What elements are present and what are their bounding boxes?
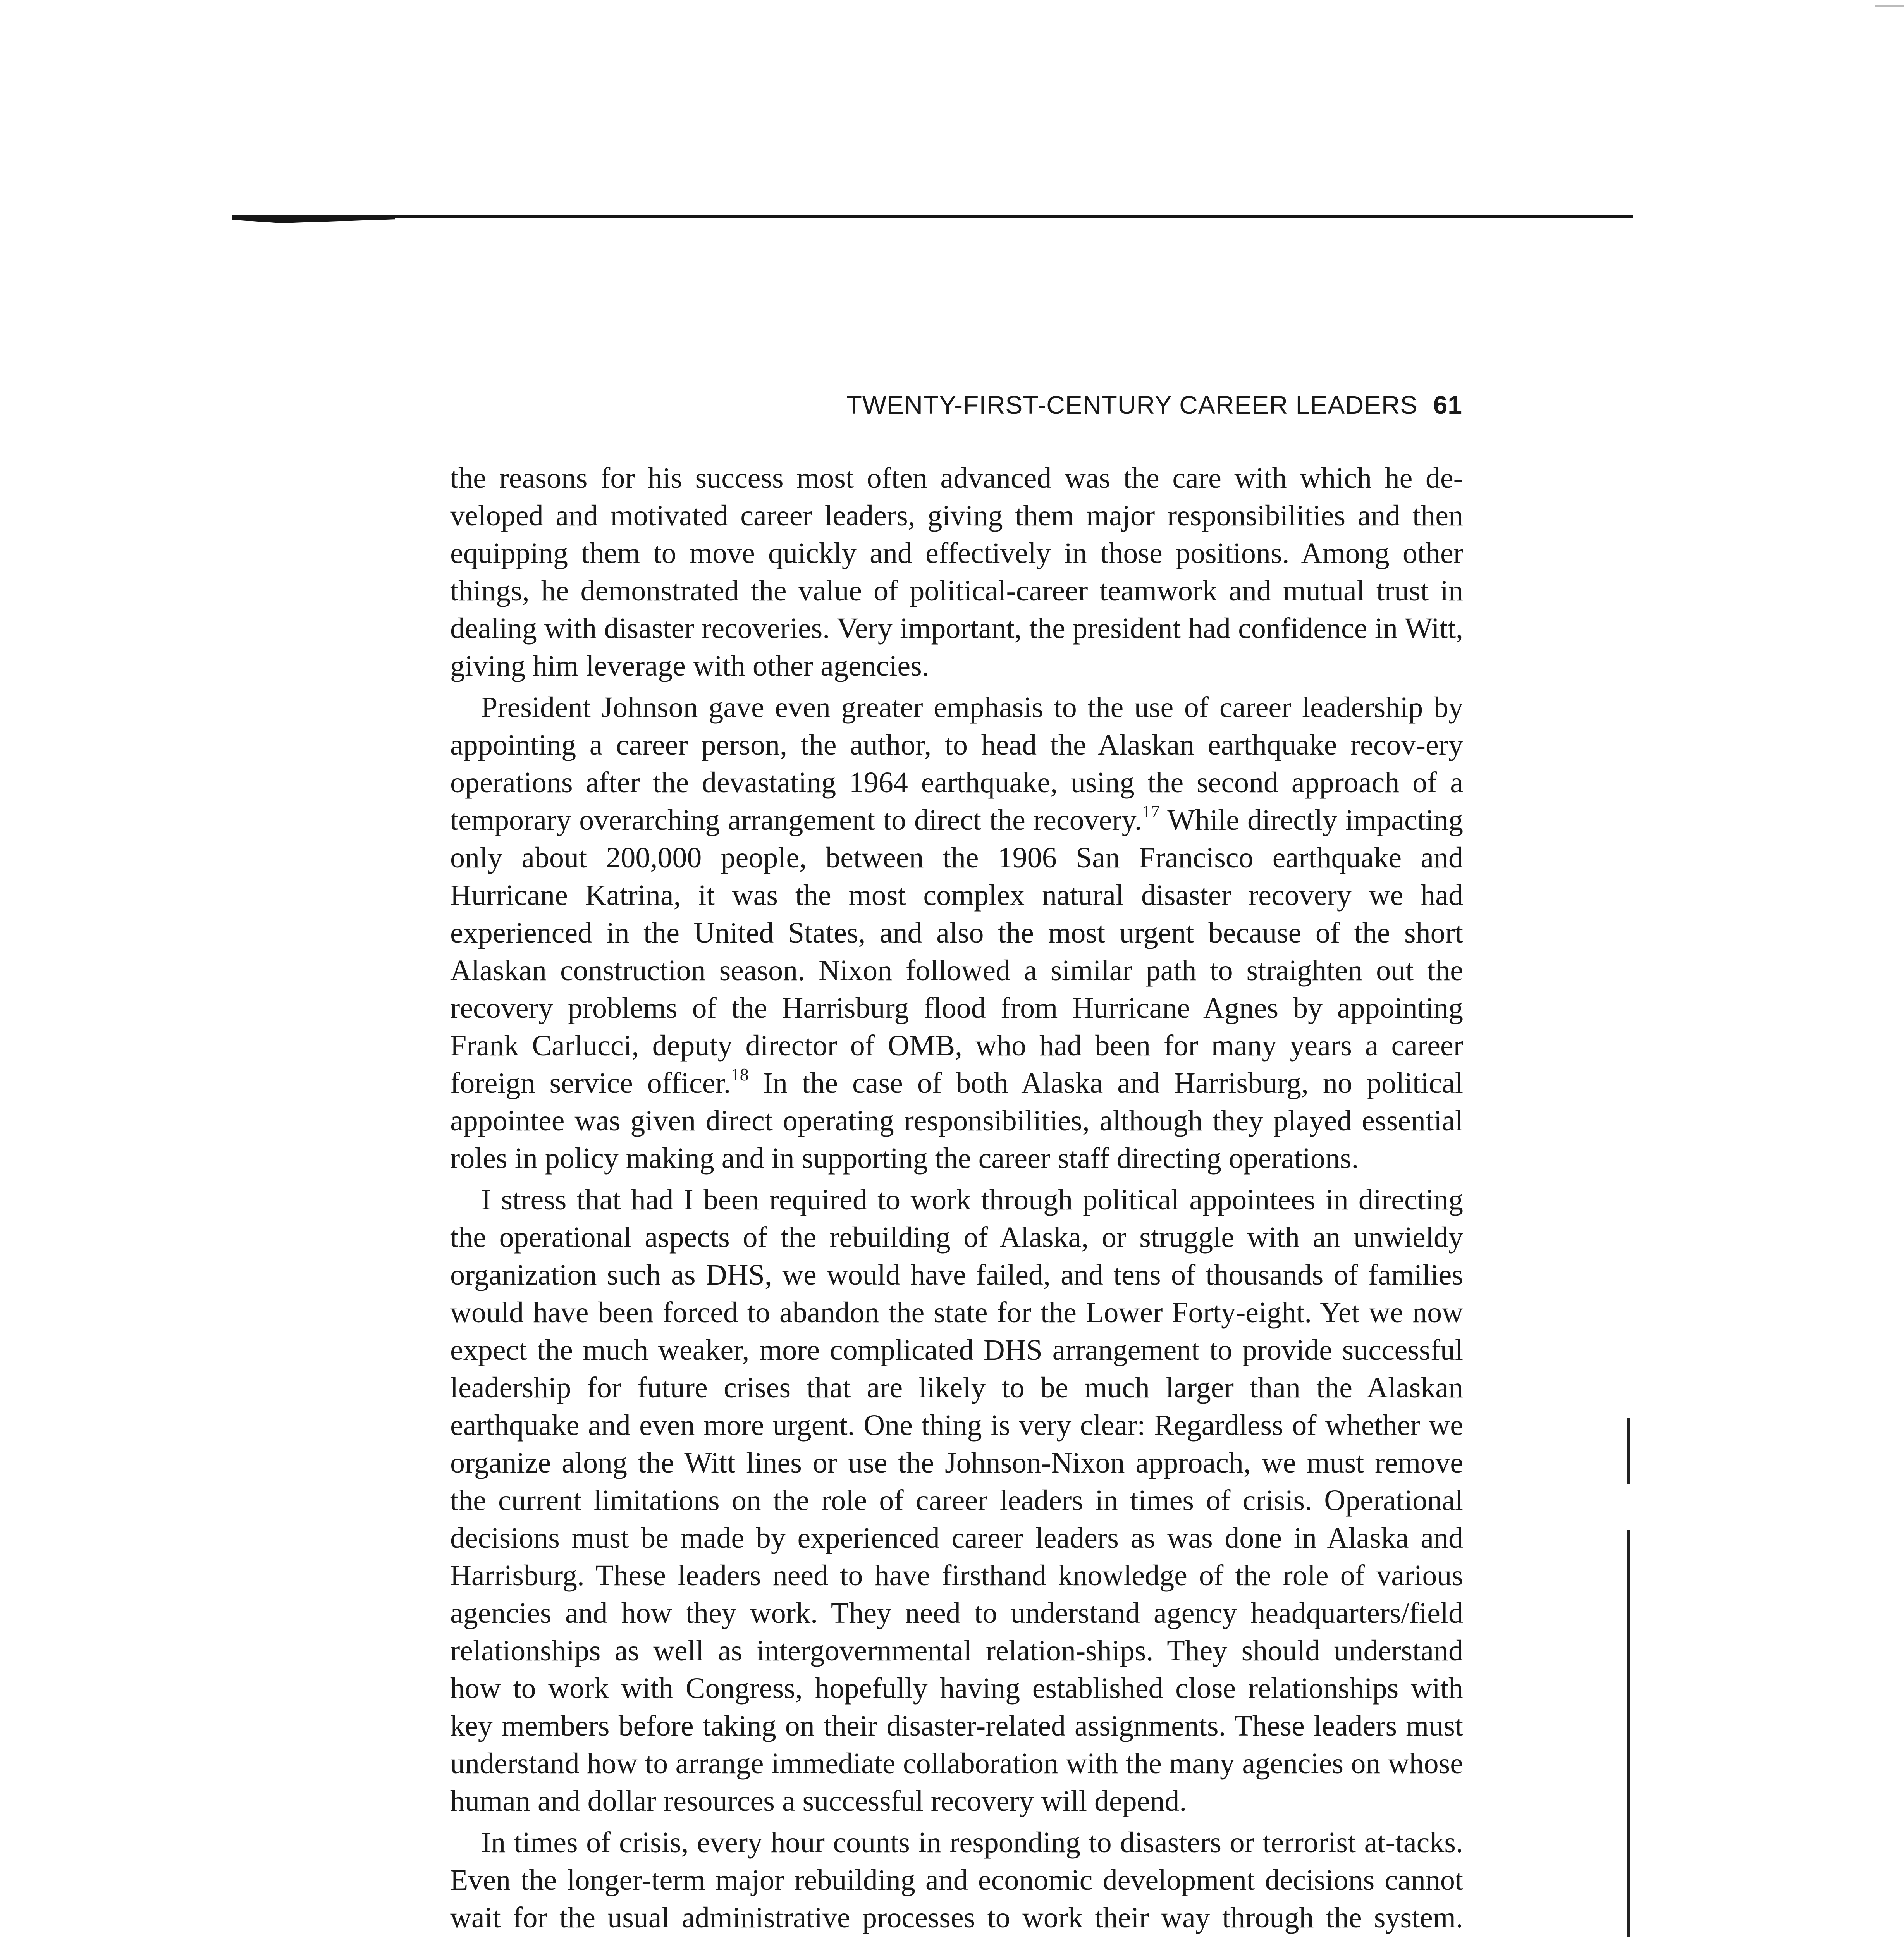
- paragraph-text: I stress that had I been required to work through political appointees in directing the operational aspects of the rebuilding of Alaska, or struggle with an unwieldy organization such as DHS, we would have failed, and tens of thousands of families would have been forced to abandon the state for the Lower Forty-eight. Yet we now expect the much weaker, more complicated DHS arrangement to provide successful leadership for future crises that are likely to be much larger than the Alaskan earthquake and even more urgent. One thing is very clear: Regardless of whether we organize along the Witt lines or use the Johnson-Nixon approach, we must remove the current limitations on the role of career leaders in times of crisis. Operational decisions must be made by experienced career leaders as was done in Alaska and Harrisburg. These leaders need to have firsthand knowledge of the role of various agencies and how they work. They need to understand agency headquarters/field relationships as well as intergovernmental relation-ships. They should understand how to work with Congress, hopefully having established close relationships with key members before taking on their disaster-related assignments. These leaders must understand how to arrange immediate collaboration with the many agencies on whose human and dollar resources a successful recovery will depend.: [450, 1184, 1463, 1817]
- body-paragraph: [450, 1181, 1463, 1820]
- scan-edge-mark: [1627, 1418, 1630, 1484]
- body-paragraph: [450, 1824, 1463, 1937]
- paragraph-text: President Johnson gave even greater emphasis to the use of career leadership by appointing a career person, the author, to head the Alaskan earthquake recov-ery operations after the devastating 1964 earthquake, using the second approach of a temporary overarching arrangement to direct the recovery.: [450, 691, 1463, 836]
- page-number: 61: [1433, 390, 1462, 419]
- body-paragraph: [450, 689, 1463, 1177]
- paragraph-text: While directly impacting only about 200,000 people, between the 1906 San Francisco earthquake and Hurricane Katrina, it was the most complex natural disaster recovery we had experienced in the United States, and also the most urgent because of the short Alaskan construction season. Nixon followed a similar path to straighten out the recovery problems of the Harrisburg flood from Hurricane Agnes by appointing Frank Carlucci, deputy director of OMB, who had been for many years a career foreign service officer.: [450, 804, 1463, 1099]
- scan-corner-mark: [1875, 5, 1904, 7]
- running-head: [581, 387, 1462, 422]
- paragraph-text: In the case of both Alaska and Harrisburg, no political appointee was given direct operating responsibilities, although they played essential roles in policy making and in supporting the career staff directing operations.: [450, 1067, 1463, 1175]
- top-rule: [232, 215, 1633, 218]
- paragraph-text: the reasons for his success most often advanced was the care with which he de-veloped and motivated career leaders, giving them major responsibilities and then equipping them to move quickly and effectively in those positions. Among other things, he demonstrated the value of political-career teamwork and mutual trust in dealing with disaster recoveries. Very important, the president had confidence in Witt, giving him leverage with other agencies.: [450, 462, 1463, 682]
- running-head-title: TWENTY-FIRST-CENTURY CAREER LEADERS: [846, 390, 1418, 419]
- scan-edge-mark: [1627, 1530, 1630, 1937]
- footnote-reference: 17: [1142, 801, 1160, 821]
- body-text: [450, 459, 1463, 1937]
- body-paragraph: [450, 459, 1463, 685]
- footnote-reference: 18: [731, 1064, 749, 1084]
- paragraph-text: In times of crisis, every hour counts in responding to disasters or terrorist at-tacks. Even the longer-term major rebuilding and economic development decisions cannot wait for the usual administrative processes to work their way through the system.: [450, 1826, 1463, 1934]
